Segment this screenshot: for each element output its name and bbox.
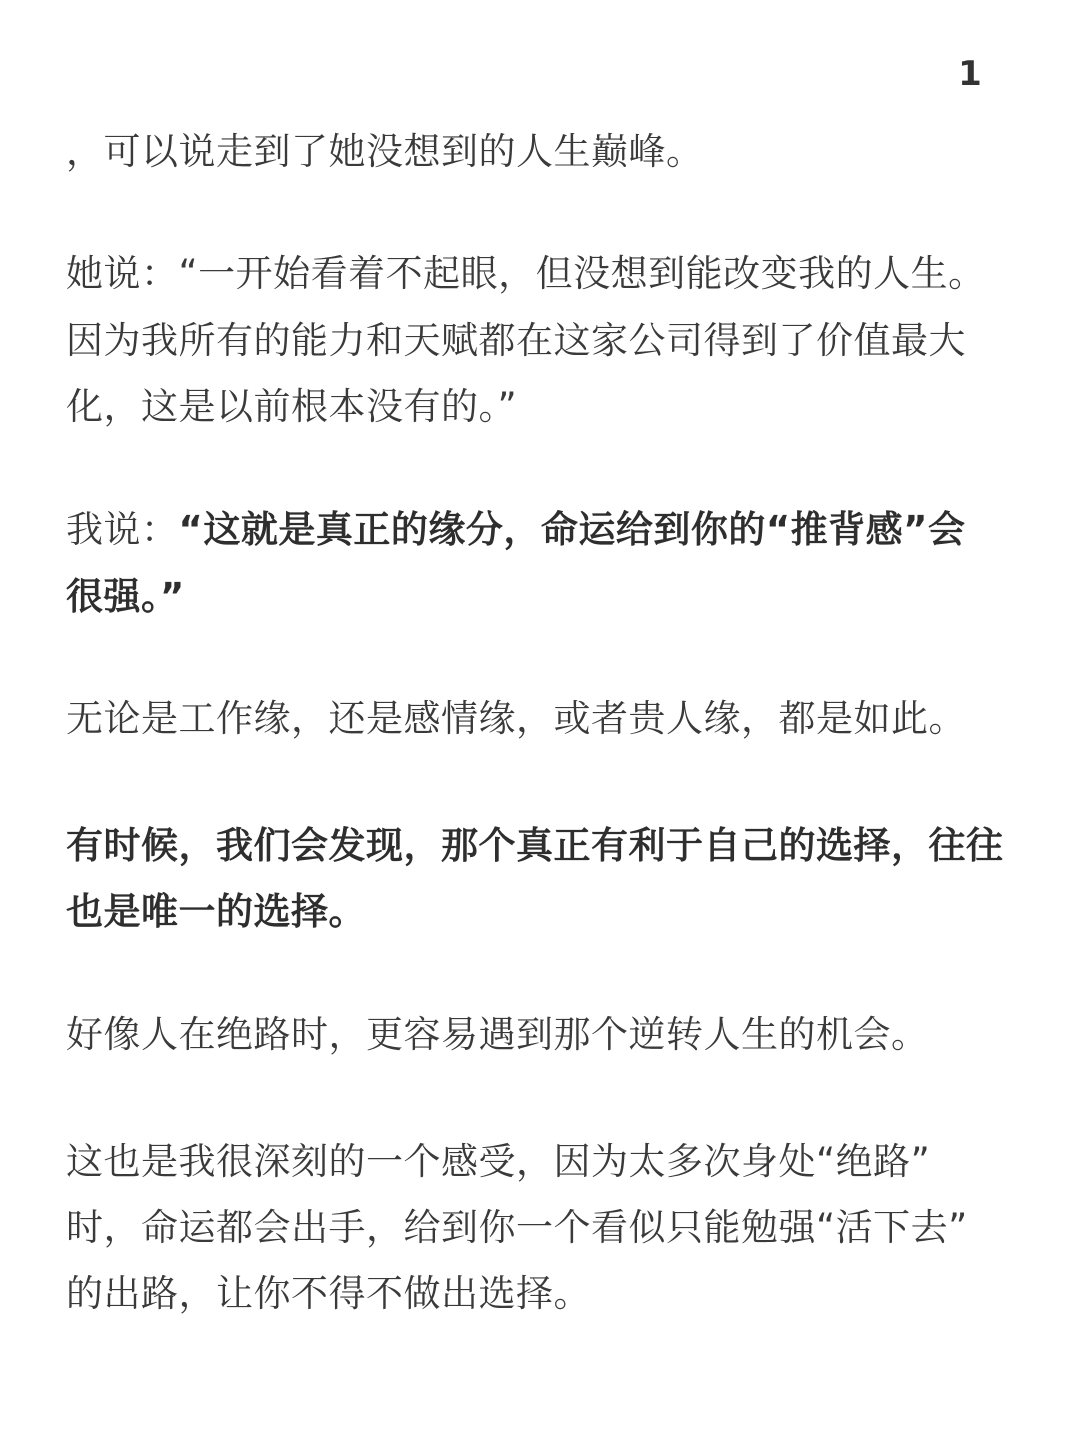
text-line (66, 252, 1026, 296)
text-line (66, 1013, 1026, 1057)
text-line (66, 824, 1026, 868)
text-run: 时，命运都会出手，给到你一个看似只能勉强“活下去” (66, 1206, 968, 1249)
emphasis-run: 有时候，我们会发现，那个真正有利于自己的选择，往往 (66, 824, 1004, 867)
text-run: 化，这是以前根本没有的。” (66, 385, 518, 428)
text-run: 因为我所有的能力和天赋都在这家公司得到了价值最大 (66, 319, 966, 362)
text-run: 我说： (66, 508, 179, 551)
text-run: 这也是我很深刻的一个感受，因为太多次身处“绝路” (66, 1140, 931, 1183)
text-line (66, 697, 1026, 741)
emphasis-run: 很强。” (66, 575, 185, 618)
text-run: 她说：“一开始看着不起眼，但没想到能改变我的人生。 (66, 252, 986, 295)
text-line (66, 1140, 1026, 1184)
page-number: 1 (958, 54, 982, 94)
emphasis-run: 也是唯一的选择。 (66, 890, 366, 933)
emphasis-run: “这就是真正的缘分，命运给到你的“推背感”会 (178, 508, 966, 551)
text-line (66, 508, 1026, 552)
text-line (66, 1206, 1026, 1250)
text-run: 的出路，让你不得不做出选择。 (66, 1272, 591, 1315)
text-run: ，可以说走到了她没想到的人生巅峰。 (66, 130, 704, 173)
text-line (66, 1272, 1026, 1316)
text-line (66, 575, 1026, 619)
text-line (66, 130, 1026, 174)
text-run: 好像人在绝路时，更容易遇到那个逆转人生的机会。 (66, 1013, 929, 1056)
text-line (66, 890, 1026, 934)
text-run: 无论是工作缘，还是感情缘，或者贵人缘，都是如此。 (66, 697, 966, 740)
text-line (66, 385, 1026, 429)
text-line (66, 319, 1026, 363)
